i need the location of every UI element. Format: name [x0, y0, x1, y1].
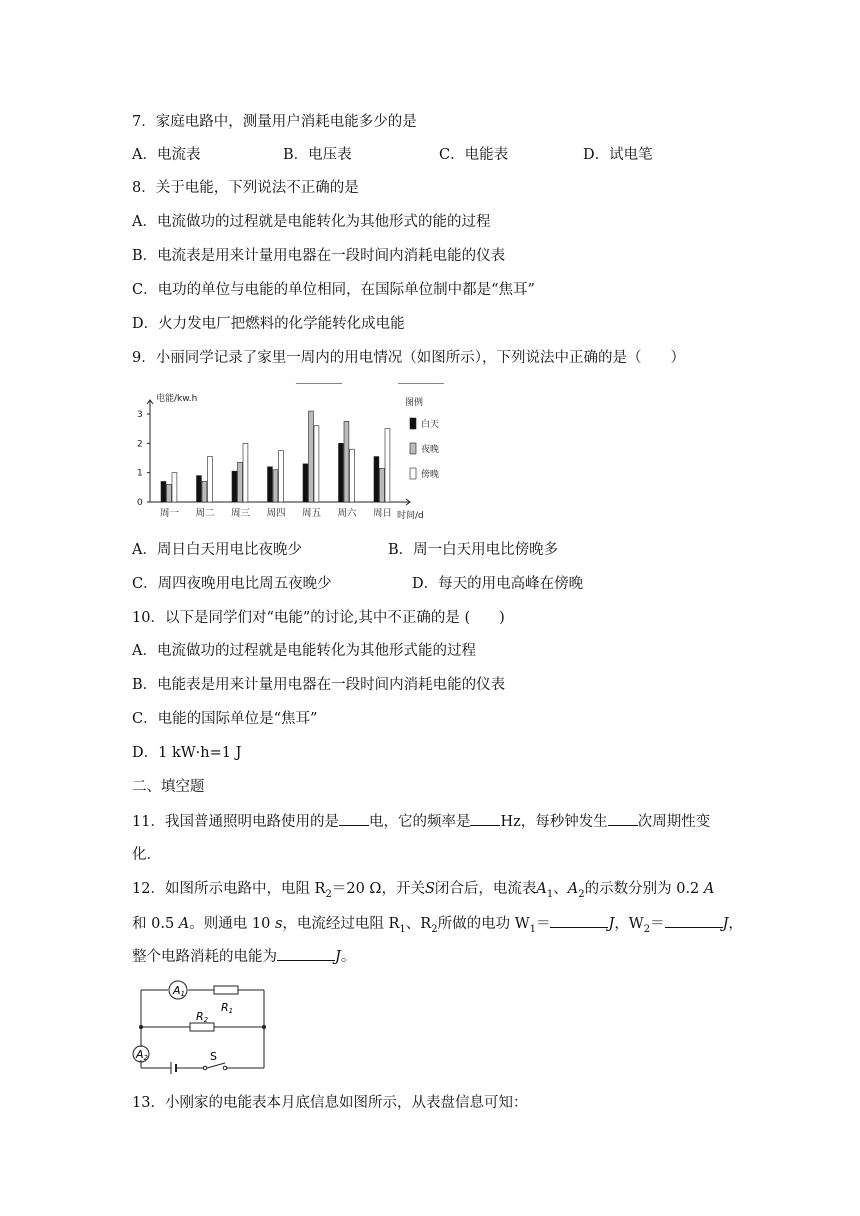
q12-text: ，电流经过电阻 R [282, 916, 400, 932]
q12-sub: 2 [325, 888, 332, 900]
resistor-r1 [214, 986, 238, 994]
q12-unit: J [722, 916, 729, 932]
bar [339, 443, 344, 502]
q12-sub: 1 [546, 888, 554, 900]
bar [385, 429, 390, 502]
q12-text: ＝ [535, 916, 551, 932]
bar [314, 426, 319, 502]
q12-sub: 1 [399, 923, 406, 935]
decorative-line [296, 383, 342, 384]
legend-label: 夜晚 [421, 445, 440, 455]
legend-title: 图例 [405, 398, 424, 408]
r1-label: R1 [221, 1001, 234, 1015]
q12-text: 、R [405, 916, 432, 932]
q12-text: 闭合后，电流表 [434, 881, 537, 897]
y-tick-label: 2 [137, 439, 143, 450]
q12-symbol: A [178, 916, 190, 932]
q12-sub: 1 [529, 923, 536, 935]
bar [243, 443, 248, 502]
q11-line1 [132, 811, 710, 832]
q12-text: 的示数分别为 0.2 [584, 881, 700, 897]
x-axis-label: 时间/d [397, 511, 424, 521]
q12-text: ＝20 Ω，开关 [331, 881, 425, 897]
q11-blank-1[interactable] [339, 811, 369, 826]
q12-text: ＝ [650, 916, 665, 932]
q9-option-c: C．周四夜晚用电比周五夜晚少 [132, 576, 332, 592]
bar [273, 470, 278, 502]
q12-text: 整个电路消耗的电能为 [132, 949, 277, 965]
q11-text: 电，它的频率是 [368, 814, 471, 830]
q9-option-b: B．周一白天用电比傍晚多 [388, 542, 559, 558]
bar [238, 462, 243, 502]
q12-line2 [132, 913, 743, 940]
q10-option-a: A．电流做功的过程就是电能转化为其他形式能的过程 [132, 643, 476, 659]
q12-text: 、 [553, 881, 568, 897]
q11-text: 次周期性变 [637, 814, 711, 830]
q12-sub: 2 [578, 888, 585, 900]
q12-line3 [132, 946, 355, 967]
bar [374, 457, 379, 502]
category-label: 周四 [266, 508, 286, 519]
q11-blank-2[interactable] [470, 811, 500, 826]
junction-dot [262, 1025, 266, 1029]
q12-symbol: A [703, 881, 715, 897]
q12-sub: 2 [431, 923, 438, 935]
legend-label: 傍晚 [421, 470, 440, 480]
section-heading: 二、填空题 [132, 779, 205, 795]
q8-option-c: C．电功的单位与电能的单位相同，在国际单位制中都是“焦耳” [132, 282, 535, 298]
q11-line2: 化． [132, 847, 161, 863]
y-tick-label: 0 [137, 498, 143, 508]
bar [279, 451, 284, 502]
bar [232, 471, 237, 502]
q8-stem: 8．关于电能，下列说法不正确的是 [132, 180, 359, 196]
q12-text: 和 0.5 [132, 916, 175, 932]
q11-text: Hz，每秒钟发生 [500, 814, 608, 830]
bar [344, 421, 349, 502]
q12-text: 。 [340, 949, 356, 965]
chart-legend [405, 396, 439, 480]
q7-option-c: C．电能表 [439, 147, 509, 163]
bar [167, 484, 172, 502]
a2-label: A2 [136, 1048, 148, 1062]
legend-label: 白天 [421, 420, 440, 430]
q12-text: ，W [614, 916, 644, 932]
bar [208, 457, 213, 502]
q11-text: 11．我国普通照明电路使用的是 [132, 814, 339, 830]
q12-blank-w2[interactable] [665, 913, 723, 928]
bar [350, 449, 355, 502]
q7-option-b: B．电压表 [283, 147, 352, 163]
r2-label: R2 [196, 1010, 209, 1024]
bar [202, 481, 207, 502]
bar [309, 411, 314, 502]
q12-symbol: s [274, 916, 283, 932]
q9-option-a: A．周日白天用电比夜晚少 [132, 542, 302, 558]
q12-symbol: A [567, 881, 579, 897]
q10-option-d: D．1 kW·h=1 J [132, 745, 242, 761]
q12-line1 [132, 879, 714, 905]
q8-option-d: D．火力发电厂把燃料的化学能转化成电能 [132, 316, 405, 332]
bar [172, 473, 177, 502]
category-label: 周三 [231, 508, 251, 519]
q12-unit: J [608, 916, 615, 932]
category-label: 周日 [373, 508, 393, 519]
q12-unit: J [335, 949, 341, 965]
q7-stem: 7．家庭电路中，测量用户消耗电能多少的是 [132, 114, 417, 130]
electricity-usage-bar-chart [128, 386, 448, 522]
y-tick-label: 1 [137, 468, 143, 479]
bar [161, 481, 166, 502]
q8-option-a: A．电流做功的过程就是电能转化为其他形式的能的过程 [132, 214, 491, 230]
q9-option-d: D．每天的用电高峰在傍晚 [412, 576, 584, 592]
category-label: 周一 [160, 508, 180, 519]
a1-label: A1 [173, 984, 185, 998]
q10-option-b: B．电能表是用来计量用电器在一段时间内消耗电能的仪表 [132, 677, 506, 693]
q8-option-b: B．电流表是用来计量用电器在一段时间内消耗电能的仪表 [132, 248, 506, 264]
q10-option-c: C．电能的国际单位是“焦耳” [132, 711, 318, 727]
q12-blank-total[interactable] [277, 946, 335, 961]
q9-stem: 9．小丽同学记录了家里一周内的用电情况（如图所示），下列说法中正确的是（ ） [132, 350, 685, 366]
q12-text: 12．如图所示电路中，电阻 R [132, 881, 326, 897]
category-label: 周六 [337, 508, 357, 519]
category-label: 周二 [195, 508, 215, 519]
bar [197, 476, 202, 502]
q10-stem: 10．以下是同学们对“电能”的讨论,其中不正确的是 ( ) [132, 610, 505, 626]
switch-label: S [210, 1050, 217, 1063]
legend-swatch [410, 468, 416, 479]
bar [303, 464, 308, 502]
switch-lever [207, 1063, 225, 1068]
bar [268, 467, 273, 502]
junction-dot [139, 1025, 143, 1029]
bar [380, 468, 385, 502]
q12-blank-w1[interactable] [550, 913, 608, 928]
y-axis-label: 电能/kw.h [156, 394, 198, 404]
resistor-r2 [190, 1023, 214, 1031]
q12-text: ， [728, 916, 743, 932]
q12-symbol: A [536, 881, 547, 897]
legend-swatch [410, 418, 416, 429]
q12-symbol: S [424, 881, 435, 897]
q11-blank-3[interactable] [608, 811, 638, 826]
q12-sub: 2 [643, 923, 651, 935]
circuit-diagram [128, 980, 273, 1075]
category-label: 周五 [302, 508, 322, 519]
q12-text: 所做的电功 W [437, 916, 530, 932]
q7-option-d: D．试电笔 [583, 147, 653, 163]
q13-stem: 13．小刚家的电能表本月底信息如图所示，从表盘信息可知： [132, 1095, 528, 1111]
q7-option-a: A．电流表 [132, 147, 201, 163]
q12-text: 。则通电 10 [189, 916, 271, 932]
decorative-line [398, 383, 444, 384]
chart-bars [161, 411, 390, 502]
y-tick-label: 3 [137, 410, 143, 420]
legend-swatch [410, 443, 416, 454]
